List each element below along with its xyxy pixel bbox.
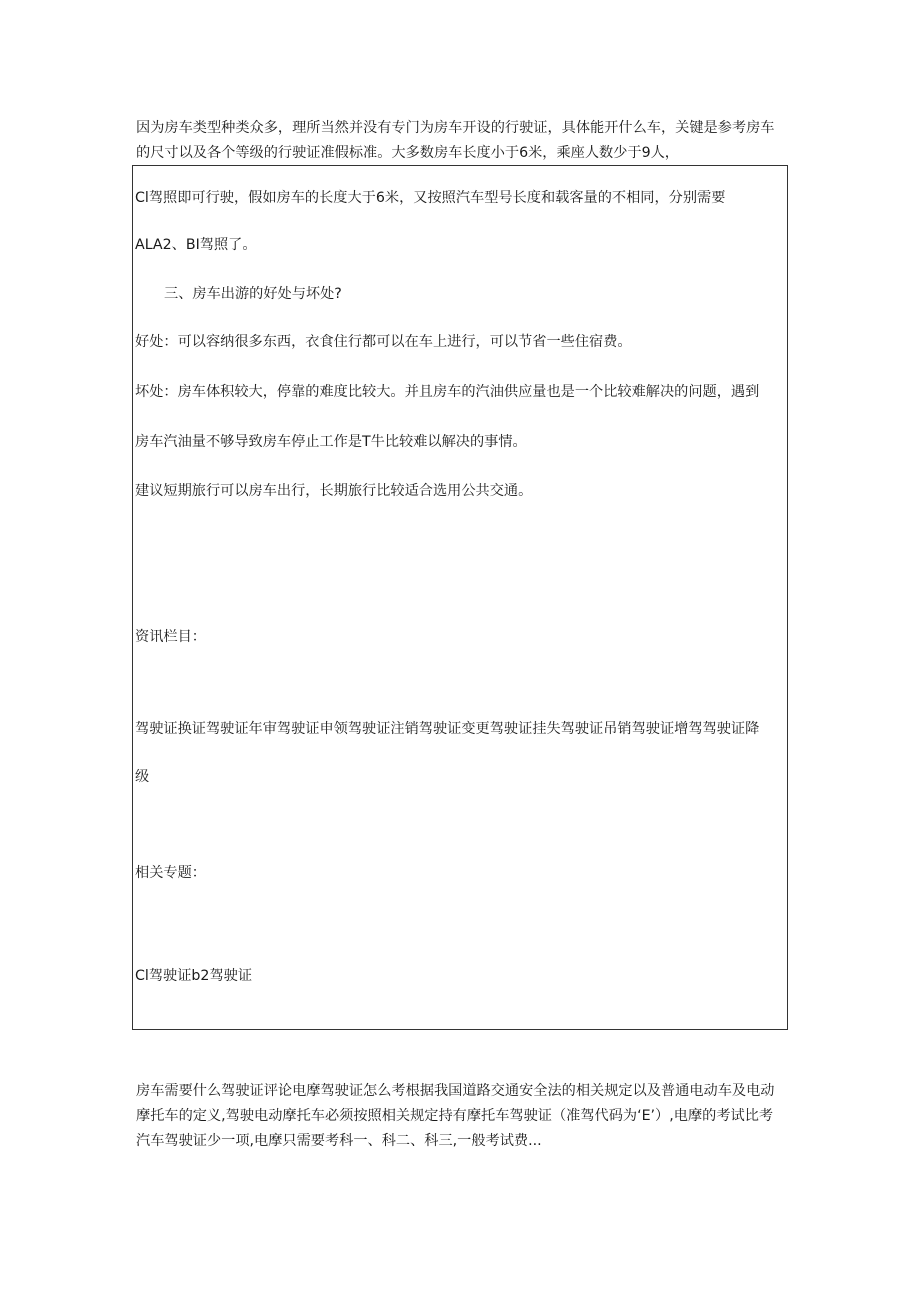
- disadvantages-line-2: 房车汽油量不够导致房车停止工作是T牛比较难以解决的事情。: [135, 434, 527, 450]
- disadvantages-line-1: 坏处：房车体积较大，停靠的难度比较大。并且房车的汽油供应量也是一个比较难解决的问题，遇到: [135, 384, 760, 400]
- news-links-line-1[interactable]: 驾驶证换证驾驶证年审驾驶证申领驾驶证注销驾驶证变更驾驶证挂失驾驶证吊销驾驶证增驾驾驶证降: [135, 721, 760, 737]
- section-heading: 三、房车出游的好处与坏处?: [164, 286, 342, 302]
- intro-paragraph: 因为房车类型种类众多，理所当然并没有专门为房车开设的行驶证，具体能开什么车，关键是参考房车的尺寸以及各个等级的行驶证准假标准。大多数房车长度小于6米，乘座人数少于9人，: [136, 120, 775, 161]
- advantages-text: 好处：可以容纳很多东西，衣食住行都可以在车上进行，可以节省一些住宿费。: [135, 334, 632, 350]
- advice-text: 建议短期旅行可以房车出行，长期旅行比较适合选用公共交通。: [135, 483, 533, 499]
- license-requirement-line-1: Cl驾照即可行驶，假如房车的长度大于6米，又按照汽车型号长度和载客量的不相同，分别需要: [135, 190, 726, 206]
- news-column-label: 资讯栏目：: [135, 629, 206, 645]
- related-article-summary[interactable]: 房车需要什么驾驶证评论电摩驾驶证怎么考根据我国道路交通安全法的相关规定以及普通电动车及电动摩托车的定义,驾驶电动摩托车必须按照相关规定持有摩托车驾驶证（准驾代码为‘E’）,电摩的考试比考汽车驾驶证少一项,电摩只需要考科一、科二、科三,一般考试费...: [136, 1083, 775, 1149]
- license-requirement-line-2: ALA2、BI驾照了。: [135, 237, 257, 253]
- news-links-line-2[interactable]: 级: [135, 769, 150, 785]
- related-topics-label: 相关专题：: [135, 865, 206, 881]
- content-box: [132, 165, 788, 1030]
- related-topics-links[interactable]: Cl驾驶证b2驾驶证: [135, 968, 253, 984]
